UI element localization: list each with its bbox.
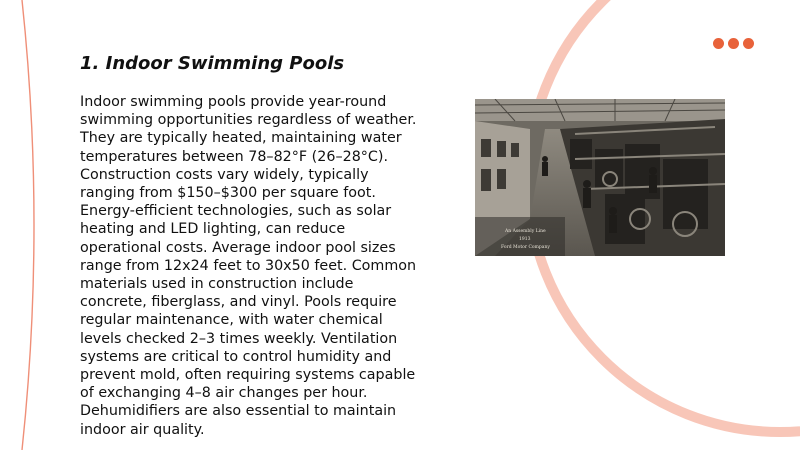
photo-caption-line-3: Ford Motor Company xyxy=(501,245,550,250)
decorative-dots xyxy=(713,38,754,49)
assembly-line-photo xyxy=(475,99,725,256)
slide-title: 1. Indoor Swimming Pools xyxy=(80,53,345,74)
dot xyxy=(728,38,739,49)
dot xyxy=(743,38,754,49)
dot xyxy=(713,38,724,49)
body-paragraph: Indoor swimming pools provide year-round swimming opportunities regardless of weather. They are typically heated, maintaining water temperatures between 78–82°F (26–28°C). Construction costs vary widely, typically ranging from $150–$300 per square foot. Energy-efficient technologies, such as solar heating and LED lighting, can reduce operational costs. Average indoor pool sizes range from 12x24 feet to 30x50 feet. Common materials used in construction include concrete, fiberglass, and vinyl. Pools require regular maintenance, with water chemical levels checked 2–3 times weekly. Ventilation systems are critical to control humidity and prevent mold, often requiring systems capable of exchanging 4–8 air changes per hour. Dehumidifiers are also essential to maintain indoor air quality. xyxy=(80,94,417,438)
photo-caption-line-1: An Assembly Line xyxy=(505,229,546,234)
photo-caption-line-2: 1913 xyxy=(519,237,531,242)
